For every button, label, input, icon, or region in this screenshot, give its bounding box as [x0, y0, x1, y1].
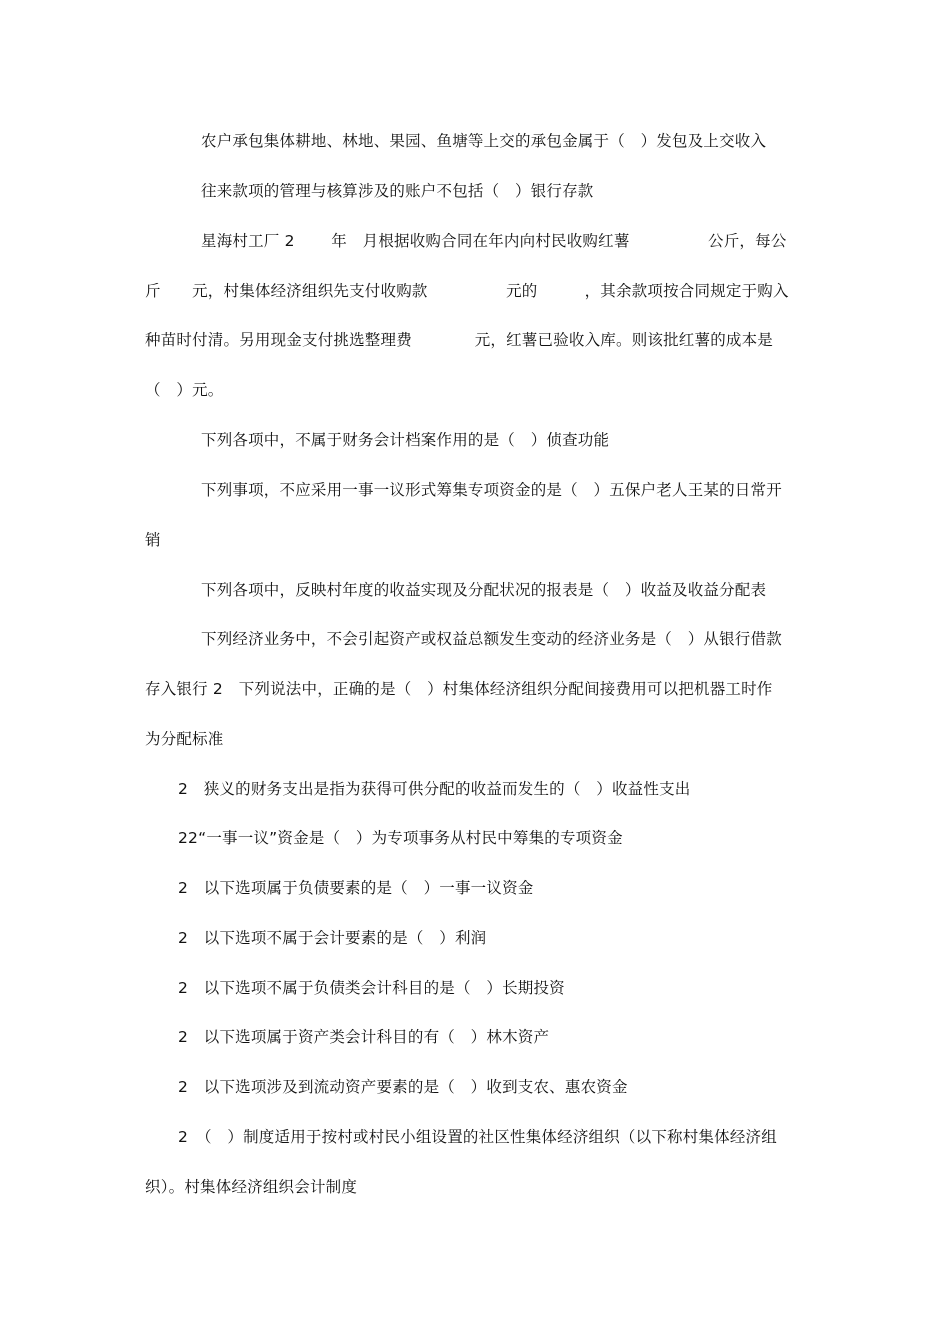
text-line-13: 为分配标准 — [145, 730, 224, 748]
text-line-14: 2 狭义的财务支出是指为获得可供分配的收益而发生的（ ）收益性支出 — [178, 780, 691, 798]
text-line-1: 农户承包集体耕地、林地、果园、鱼塘等上交的承包金属于（ ）发包及上交收入 — [201, 132, 767, 150]
text-line-20: 2 以下选项涉及到流动资产要素的是（ ）收到支农、惠农资金 — [178, 1078, 628, 1096]
text-line-2: 往来款项的管理与核算涉及的账户不包括（ ）银行存款 — [201, 182, 594, 200]
text-line-19: 2 以下选项属于资产类会计科目的有（ ）林木资产 — [178, 1028, 550, 1046]
text-line-11: 下列经济业务中，不会引起资产或权益总额发生变动的经济业务是（ ）从银行借款 — [201, 630, 782, 648]
text-line-3: 星海村工厂 2 年 月根据收购合同在年内向村民收购红薯 公斤，每公 — [201, 232, 787, 250]
text-line-9: 销 — [145, 531, 161, 549]
text-line-10: 下列各项中，反映村年度的收益实现及分配状况的报表是（ ）收益及收益分配表 — [201, 581, 767, 599]
text-line-5: 种苗时付清。另用现金支付挑选整理费 元，红薯已验收入库。则该批红薯的成本是 — [145, 331, 774, 349]
text-line-22: 织）。村集体经济组织会计制度 — [145, 1178, 358, 1196]
text-line-21: 2 （ ）制度适用于按村或村民小组设置的社区性集体经济组织（以下称村集体经济组 — [178, 1128, 777, 1146]
text-line-4: 斤 元，村集体经济组织先支付收购款 元的 ，其余款项按合同规定于购入 — [145, 282, 789, 300]
text-line-17: 2 以下选项不属于会计要素的是（ ）利润 — [178, 929, 487, 947]
text-line-6: （ ）元。 — [145, 381, 224, 399]
text-line-12: 存入银行 2 下列说法中，正确的是（ ）村集体经济组织分配间接费用可以把机器工时作 — [145, 680, 773, 698]
text-line-15: 22“一事一议”资金是（ ）为专项事务从村民中筹集的专项资金 — [178, 829, 623, 847]
text-line-18: 2 以下选项不属于负债类会计科目的是（ ）长期投资 — [178, 979, 565, 997]
text-line-16: 2 以下选项属于负债要素的是（ ）一事一议资金 — [178, 879, 534, 897]
text-line-7: 下列各项中，不属于财务会计档案作用的是（ ）侦查功能 — [201, 431, 610, 449]
text-line-8: 下列事项，不应采用一事一议形式筹集专项资金的是（ ）五保户老人王某的日常开 — [201, 481, 782, 499]
